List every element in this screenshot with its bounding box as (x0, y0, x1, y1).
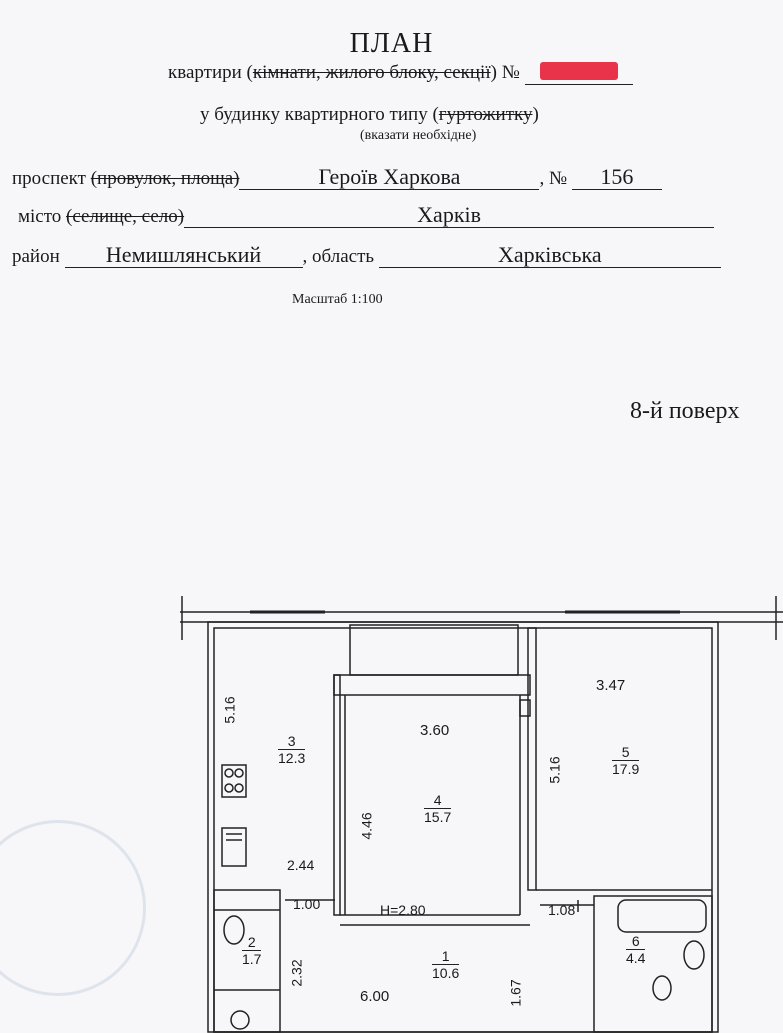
dim-label: 6.00 (360, 988, 390, 1005)
ceiling-height: H=2.80 (380, 902, 426, 918)
document-title: ПЛАН (349, 28, 434, 59)
building-type-line: у будинку квартирного типу (гуртожитку) (200, 104, 539, 125)
district-row: район Немишлянський , область Харківська (12, 243, 721, 268)
room-label: $\frac{2}{1.7}$ (242, 934, 262, 968)
dim-label: 5.16 (221, 696, 238, 724)
dim-label: 1.67 (507, 979, 524, 1007)
region-value: Харківська (379, 243, 721, 268)
scale-label: Масштаб 1:100 (292, 292, 383, 307)
district-value: Немишлянський (65, 243, 303, 268)
room-label: $\frac{3}{12.3}$ (278, 733, 306, 767)
house-number: 156 (572, 165, 662, 190)
floor-label: 8-й поверх (630, 398, 740, 424)
hint-text: (вказати необхідне) (360, 128, 477, 143)
dim-label: 2.44 (287, 857, 315, 873)
room-label: $\frac{6}{4.4}$ (626, 933, 646, 967)
city-row: місто (селище, село) Харків (18, 203, 714, 228)
city-value: Харків (184, 203, 714, 228)
dim-label: 5.16 (546, 756, 563, 784)
dim-label: 3.60 (420, 722, 450, 739)
struck-text: гуртожитку (438, 104, 533, 125)
apartment-line: квартири (кімнати, жилого блоку, секції) № (168, 62, 633, 85)
struck-text: кімнати, жилого блоку, секції (252, 62, 491, 83)
street-value: Героїв Харкова (239, 165, 539, 190)
room-label: $\frac{1}{10.6}$ (432, 948, 460, 982)
dim-label: 1.00 (293, 896, 321, 912)
dim-label: 1.08 (548, 902, 576, 918)
room-label: $\frac{4}{15.7}$ (424, 792, 452, 826)
dim-label: 2.32 (288, 959, 305, 987)
room-label: $\frac{5}{17.9}$ (612, 744, 640, 778)
dim-label: 3.47 (596, 677, 626, 694)
street-row: проспект (провулок, площа) Героїв Харкова , № 156 (12, 165, 662, 190)
dim-label: 4.46 (358, 812, 375, 840)
